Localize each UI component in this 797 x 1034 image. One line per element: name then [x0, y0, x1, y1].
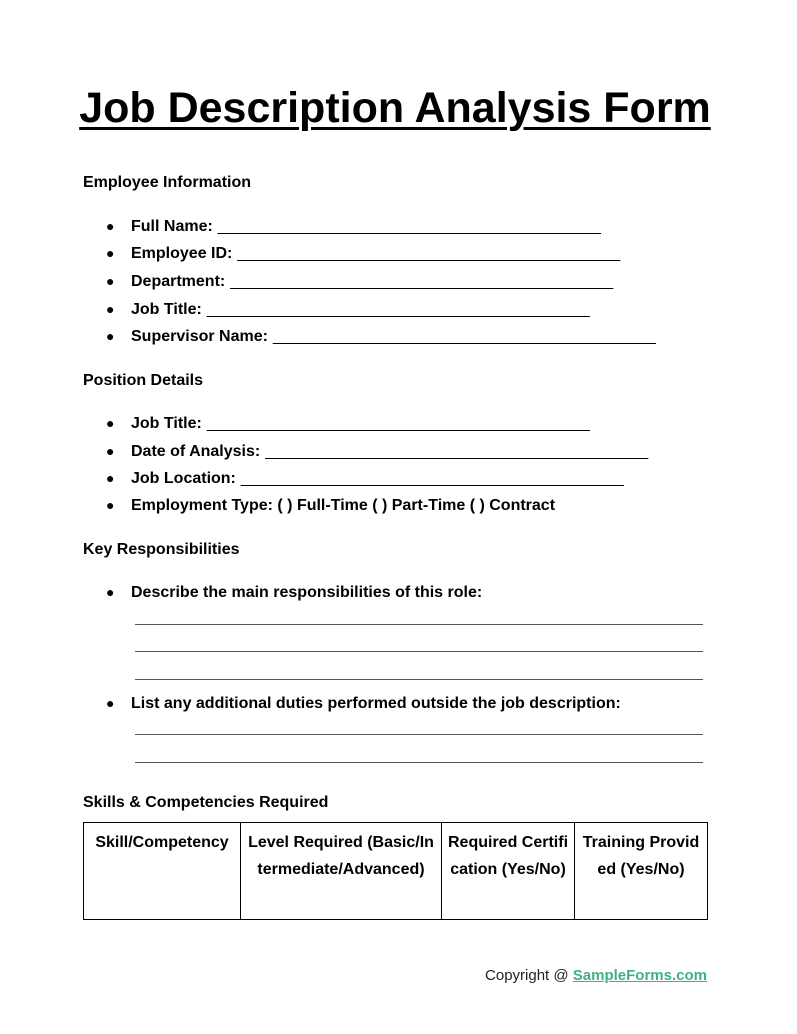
- field-blank-line[interactable]: ____________________________________________: [272, 328, 656, 345]
- field-job-title[interactable]: [106, 301, 590, 319]
- copyright-text: Copyright @: [485, 967, 569, 984]
- bullet-icon: ●: [106, 470, 115, 486]
- bullet-icon: ●: [106, 218, 115, 234]
- column-header-certification: Required Certification (Yes/No): [442, 823, 575, 920]
- field-label: Full Name:: [131, 218, 213, 235]
- field-full-name[interactable]: [106, 218, 601, 236]
- field-label: Department:: [131, 273, 226, 290]
- writing-line[interactable]: [135, 679, 703, 680]
- writing-line[interactable]: [135, 762, 703, 763]
- writing-line[interactable]: [135, 734, 703, 735]
- prompt-label: List any additional duties performed outside the job description:: [131, 695, 621, 712]
- field-blank-line[interactable]: ____________________________________________: [206, 301, 590, 318]
- section-heading-key-responsibilities: Key Responsibilities: [83, 541, 240, 558]
- page-title: Job Description Analysis Form: [79, 84, 711, 132]
- field-label: Job Title:: [131, 301, 202, 318]
- field-label: Job Location:: [131, 470, 236, 487]
- bullet-icon: ●: [106, 415, 115, 431]
- field-position-job-title[interactable]: [106, 415, 590, 433]
- column-header-training: Training Provided (Yes/No): [575, 823, 708, 920]
- section-heading-employee-information: Employee Information: [83, 174, 252, 191]
- field-label: Date of Analysis:: [131, 443, 261, 460]
- field-label: Employee ID:: [131, 245, 233, 262]
- field-job-location[interactable]: [106, 470, 624, 488]
- bullet-icon: ●: [106, 328, 115, 344]
- writing-line[interactable]: [135, 624, 703, 625]
- field-label: Job Title:: [131, 415, 202, 432]
- field-employment-type[interactable]: [106, 497, 555, 515]
- section-heading-position-details: Position Details: [83, 372, 204, 389]
- field-blank-line[interactable]: ____________________________________________: [265, 443, 648, 460]
- bullet-icon: ●: [106, 497, 115, 513]
- field-blank-line[interactable]: ____________________________________________: [230, 273, 613, 290]
- field-label: Employment Type: ( ) Full-Time ( ) Part-Time ( ) Contract: [131, 497, 556, 514]
- sampleforms-link[interactable]: SampleForms.com: [572, 967, 707, 984]
- bullet-icon: ●: [106, 695, 115, 711]
- bullet-icon: ●: [106, 584, 115, 600]
- field-employee-id[interactable]: [106, 245, 620, 263]
- prompt-additional-duties: [106, 695, 621, 713]
- field-blank-line[interactable]: ____________________________________________: [217, 218, 601, 235]
- bullet-icon: ●: [106, 301, 115, 317]
- bullet-icon: ●: [106, 245, 115, 261]
- field-label: Supervisor Name:: [131, 328, 268, 345]
- bullet-icon: ●: [106, 273, 115, 289]
- field-date-of-analysis[interactable]: [106, 443, 648, 461]
- writing-line[interactable]: [135, 651, 703, 652]
- prompt-main-responsibilities: [106, 584, 482, 602]
- prompt-label: Describe the main responsibilities of this role:: [131, 584, 483, 601]
- section-heading-skills: Skills & Competencies Required: [83, 794, 329, 811]
- field-blank-line[interactable]: ____________________________________________: [240, 470, 624, 487]
- column-header-skill: Skill/Competency: [84, 823, 241, 920]
- bullet-icon: ●: [106, 443, 115, 459]
- field-blank-line[interactable]: ____________________________________________: [206, 415, 590, 432]
- field-blank-line[interactable]: ____________________________________________: [237, 245, 621, 262]
- copyright-footer: [485, 967, 707, 984]
- field-supervisor-name[interactable]: [106, 328, 656, 346]
- skills-table: [83, 822, 708, 920]
- column-header-level-required: Level Required (Basic/Intermediate/Advanced): [241, 823, 442, 920]
- table-header-row: [84, 823, 708, 920]
- field-department[interactable]: [106, 273, 613, 291]
